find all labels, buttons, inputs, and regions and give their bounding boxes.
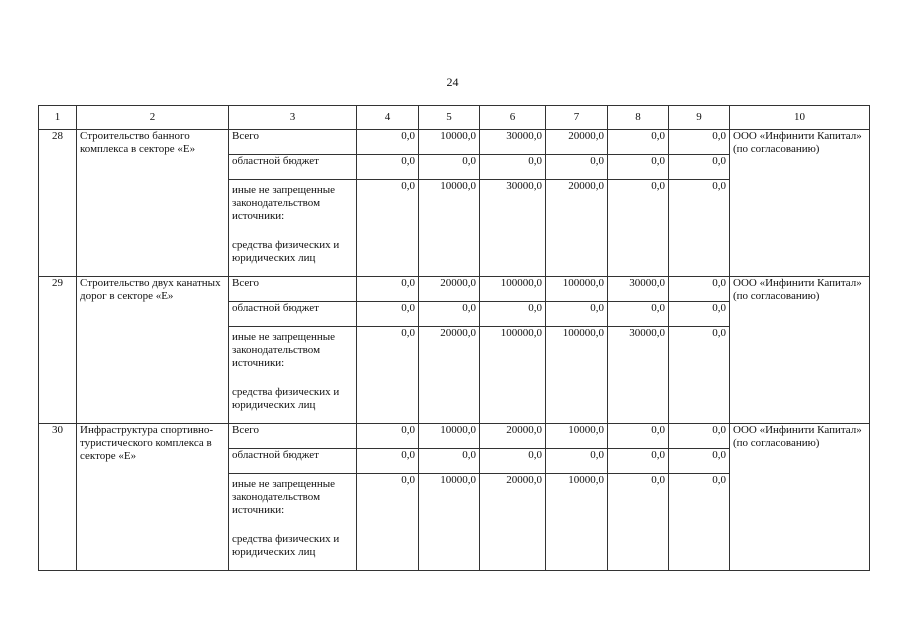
source-other-label: иные не запрещенные законодательством источники: <box>232 478 336 516</box>
total-value: 100000,0 <box>480 277 546 302</box>
source-other-cell <box>229 474 357 571</box>
table-body <box>39 106 870 571</box>
total-value: 30000,0 <box>480 130 546 155</box>
regional-value: 0,0 <box>357 302 419 327</box>
table-row <box>39 424 870 449</box>
regional-value: 0,0 <box>608 155 669 180</box>
row-number: 30 <box>39 424 77 571</box>
header-row <box>39 106 870 130</box>
total-value: 0,0 <box>669 130 730 155</box>
regional-value: 0,0 <box>546 449 608 474</box>
phys-value: 10000,0 <box>419 474 480 571</box>
col-header: 8 <box>608 106 669 130</box>
phys-value: 100000,0 <box>480 327 546 424</box>
project-name: Строительство двух канатных дорог в секторе «Е» <box>77 277 229 424</box>
regional-value: 0,0 <box>480 302 546 327</box>
total-value: 0,0 <box>669 277 730 302</box>
phys-value: 100000,0 <box>546 327 608 424</box>
total-value: 10000,0 <box>419 130 480 155</box>
col-header: 6 <box>480 106 546 130</box>
total-value: 0,0 <box>357 424 419 449</box>
source-phys-label: средства физических и юридических лиц <box>232 533 340 558</box>
source-other-cell <box>229 180 357 277</box>
phys-value: 0,0 <box>669 474 730 571</box>
regional-value: 0,0 <box>546 155 608 180</box>
table-row <box>39 130 870 155</box>
total-value: 20000,0 <box>419 277 480 302</box>
col-header: 5 <box>419 106 480 130</box>
total-value: 0,0 <box>357 130 419 155</box>
source-total-label: Всего <box>229 130 357 155</box>
regional-value: 0,0 <box>546 302 608 327</box>
col-header: 1 <box>39 106 77 130</box>
phys-value: 30000,0 <box>480 180 546 277</box>
phys-value: 10000,0 <box>419 180 480 277</box>
phys-value: 0,0 <box>608 180 669 277</box>
phys-value: 0,0 <box>357 327 419 424</box>
source-regional-label: областной бюджет <box>229 449 357 474</box>
col-header: 3 <box>229 106 357 130</box>
executor: ООО «Инфинити Капитал» (по согласованию) <box>730 277 870 424</box>
source-regional-label: областной бюджет <box>229 155 357 180</box>
source-phys-label: средства физических и юридических лиц <box>232 239 340 264</box>
regional-value: 0,0 <box>669 449 730 474</box>
source-other-label: иные не запрещенные законодательством источники: <box>232 331 336 369</box>
regional-value: 0,0 <box>419 155 480 180</box>
phys-value: 0,0 <box>357 180 419 277</box>
source-other-cell <box>229 327 357 424</box>
phys-value: 20000,0 <box>546 180 608 277</box>
phys-value: 20000,0 <box>480 474 546 571</box>
col-header: 7 <box>546 106 608 130</box>
regional-value: 0,0 <box>608 302 669 327</box>
regional-value: 0,0 <box>608 449 669 474</box>
source-total-label: Всего <box>229 277 357 302</box>
total-value: 20000,0 <box>546 130 608 155</box>
regional-value: 0,0 <box>357 155 419 180</box>
total-value: 0,0 <box>608 424 669 449</box>
phys-value: 10000,0 <box>546 474 608 571</box>
col-header: 10 <box>730 106 870 130</box>
total-value: 0,0 <box>669 424 730 449</box>
table-row <box>39 277 870 302</box>
col-header: 4 <box>357 106 419 130</box>
phys-value: 0,0 <box>608 474 669 571</box>
total-value: 20000,0 <box>480 424 546 449</box>
page-number: 24 <box>446 75 459 89</box>
total-value: 10000,0 <box>546 424 608 449</box>
source-other-label: иные не запрещенные законодательством источники: <box>232 184 336 222</box>
col-header: 9 <box>669 106 730 130</box>
phys-value: 20000,0 <box>419 327 480 424</box>
regional-value: 0,0 <box>669 302 730 327</box>
phys-value: 30000,0 <box>608 327 669 424</box>
project-name: Инфраструктура спортивно-туристического комплекса в секторе «Е» <box>77 424 229 571</box>
regional-value: 0,0 <box>480 449 546 474</box>
col-header: 2 <box>77 106 229 130</box>
row-number: 29 <box>39 277 77 424</box>
regional-value: 0,0 <box>419 302 480 327</box>
phys-value: 0,0 <box>669 180 730 277</box>
total-value: 10000,0 <box>419 424 480 449</box>
executor: ООО «Инфинити Капитал» (по согласованию) <box>730 424 870 571</box>
regional-value: 0,0 <box>419 449 480 474</box>
financing-table <box>38 105 870 571</box>
total-value: 100000,0 <box>546 277 608 302</box>
project-name: Строительство банного комплекса в секторе «Е» <box>77 130 229 277</box>
source-phys-label: средства физических и юридических лиц <box>232 386 340 411</box>
phys-value: 0,0 <box>357 474 419 571</box>
regional-value: 0,0 <box>669 155 730 180</box>
regional-value: 0,0 <box>357 449 419 474</box>
executor: ООО «Инфинити Капитал» (по согласованию) <box>730 130 870 277</box>
phys-value: 0,0 <box>669 327 730 424</box>
source-total-label: Всего <box>229 424 357 449</box>
total-value: 0,0 <box>608 130 669 155</box>
regional-value: 0,0 <box>480 155 546 180</box>
total-value: 0,0 <box>357 277 419 302</box>
row-number: 28 <box>39 130 77 277</box>
total-value: 30000,0 <box>608 277 669 302</box>
source-regional-label: областной бюджет <box>229 302 357 327</box>
